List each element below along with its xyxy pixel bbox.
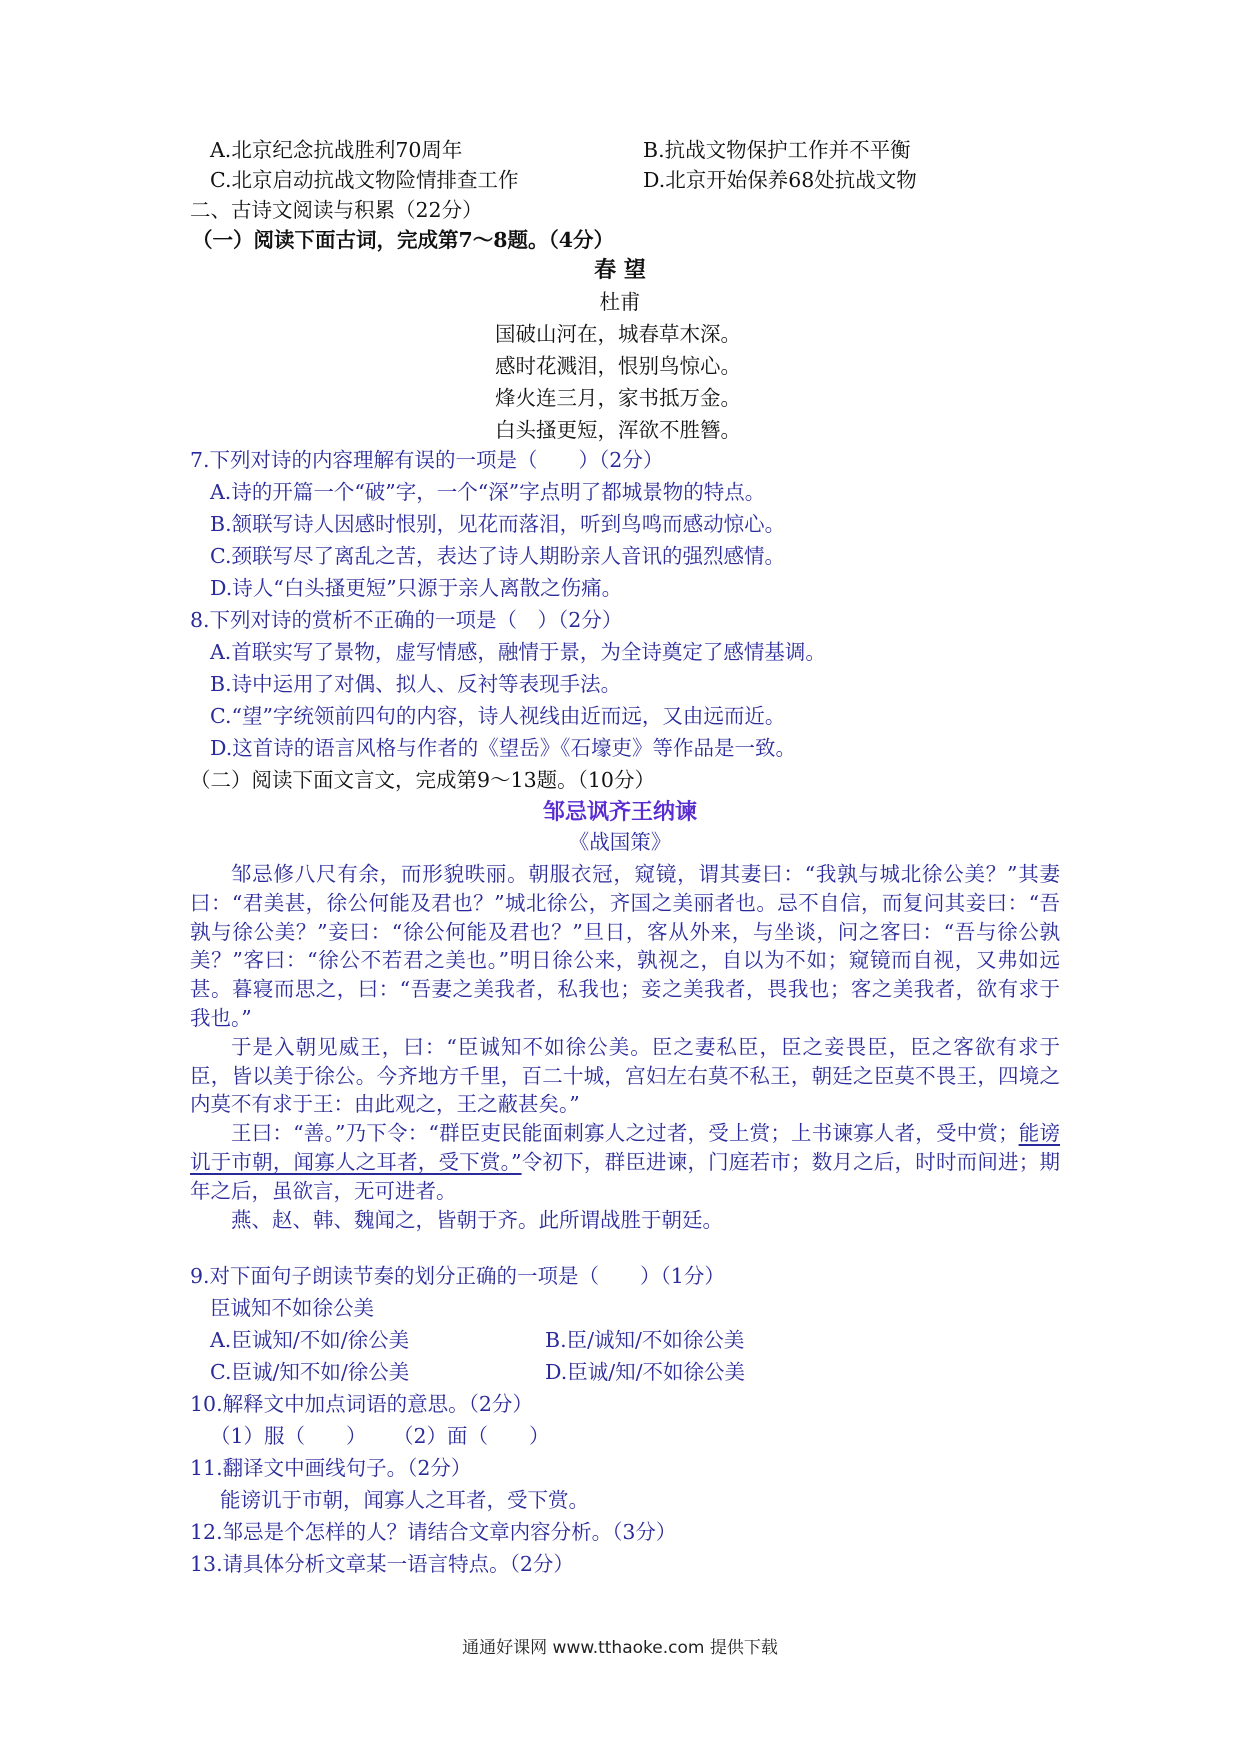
q9-option-d: D.臣诚/知/不如徐公美 xyxy=(545,1360,746,1384)
poem-line: 感时花溅泪，恨别鸟惊心。 xyxy=(495,354,741,378)
poem-line: 白头搔更短，浑欲不胜簪。 xyxy=(495,418,741,442)
section2-title: 二、古诗文阅读与积累（22分） xyxy=(190,198,483,222)
q12-stem: 12.邹忌是个怎样的人？请结合文章内容分析。（3分） xyxy=(190,1520,677,1544)
poem-title: 春 望 xyxy=(594,257,646,283)
q9-sentence: 臣诚知不如徐公美 xyxy=(210,1296,374,1320)
q6-option-a: A.北京纪念抗战胜利70周年 xyxy=(210,138,463,162)
q6-option-c: C.北京启动抗战文物险情排查工作 xyxy=(210,168,519,192)
poem-author: 杜甫 xyxy=(599,290,641,314)
q10-item-2: （2）面（ ） xyxy=(393,1424,550,1448)
q9-option-a: A.臣诚知/不如/徐公美 xyxy=(210,1328,410,1352)
prose-source: 《战国策》 xyxy=(568,830,672,854)
q8-option: A.首联实写了景物，虚写情感，融情于景，为全诗奠定了感情基调。 xyxy=(210,640,826,664)
q10-stem: 10.解释文中加点词语的意思。（2分） xyxy=(190,1392,533,1416)
prose-title: 邹忌讽齐王纳谏 xyxy=(542,799,697,825)
q10-item-1: （1）服（ ） xyxy=(210,1424,367,1448)
q9-stem: 9.对下面句子朗读节奏的划分正确的一项是（ ）（1分） xyxy=(190,1264,725,1288)
prose-paragraph xyxy=(190,1119,1060,1205)
q11-stem: 11.翻译文中画线句子。（2分） xyxy=(190,1456,472,1480)
q7-option: A.诗的开篇一个“破”字，一个“深”字点明了都城景物的特点。 xyxy=(210,480,766,504)
page-footer: 通通好课网 www.tthaoke.com 提供下载 xyxy=(462,1638,778,1658)
q9-option-c: C.臣诚/知不如/徐公美 xyxy=(210,1360,410,1384)
prose-paragraph: 邹忌修八尺有余，而形貌昳丽。朝服衣冠，窥镜，谓其妻曰：“我孰与城北徐公美？”其妻曰：“君美甚，徐公何能及君也？”城北徐公，齐国之美丽者也。忌不自信，而复问其妾曰：“吾孰与徐公美？”妾曰：“徐公何能及君也？”旦日，客从外来，与坐谈，问之客曰：“吾与徐公孰美？”客曰：“徐公不若君之美也。”明日徐公来，孰视之，自以为不如；窥镜而自视，又弗如远甚。暮寝而思之，曰：“吾妻之美我者，私我也；妾之美我者，畏我也；客之美我者，欲有求于我也。” xyxy=(190,862,1060,1030)
q7-stem: 7.下列对诗的内容理解有误的一项是（ ）（2分） xyxy=(190,448,664,472)
q7-option: B.颔联写诗人因感时恨别，见花而落泪，听到鸟鸣而感动惊心。 xyxy=(210,512,786,536)
q11-sentence: 能谤讥于市朝，闻寡人之耳者，受下赏。 xyxy=(220,1488,589,1512)
prose-paragraph: 燕、赵、韩、魏闻之，皆朝于齐。此所谓战胜于朝廷。 xyxy=(231,1207,723,1232)
part2-title: （二）阅读下面文言文，完成第9～13题。（10分） xyxy=(190,768,655,792)
q8-option: B.诗中运用了对偶、拟人、反衬等表现手法。 xyxy=(210,672,622,696)
q8-option: C.“望”字统领前四句的内容，诗人视线由近而远，又由远而近。 xyxy=(210,704,786,728)
q7-option: D.诗人“白头搔更短”只源于亲人离散之伤痛。 xyxy=(210,576,623,600)
q9-option-b: B.臣/诚知/不如徐公美 xyxy=(545,1328,745,1352)
q8-stem: 8.下列对诗的赏析不正确的一项是（ ）（2分） xyxy=(190,608,623,632)
q7-option: C.颈联写尽了离乱之苦，表达了诗人期盼亲人音讯的强烈感情。 xyxy=(210,544,785,568)
poem-line: 烽火连三月，家书抵万金。 xyxy=(495,386,741,410)
prose-paragraph: 于是入朝见威王，曰：“臣诚知不如徐公美。臣之妻私臣，臣之妾畏臣，臣之客欲有求于臣，皆以美于徐公。今齐地方千里，百二十城，宫妇左右莫不私王，朝廷之臣莫不畏王，四境之内莫不有求于王：由此观之，王之蔽甚矣。” xyxy=(190,1034,1060,1117)
prose-p3-lead: 王曰：“善。”乃下令：“群臣吏民能面刺寡人之过者，受上赏；上书谏寡人者，受中赏； xyxy=(231,1121,1019,1146)
prose-body xyxy=(190,860,1060,1234)
underlined-sentence: 能谤讥于市朝，闻寡人之耳者，受下赏。” xyxy=(190,1121,1060,1174)
q6-option-b: B.抗战文物保护工作并不平衡 xyxy=(643,138,911,162)
prose-p3-tail: 令初下，群臣进谏，门庭若市；数月之后，时时而间进；期年之后，虽欲言，无可进者。 xyxy=(190,1149,1061,1203)
q13-stem: 13.请具体分析文章某一语言特点。（2分） xyxy=(190,1552,574,1576)
q8-option: D.这首诗的语言风格与作者的《望岳》《石壕吏》等作品是一致。 xyxy=(210,736,796,760)
poem-line: 国破山河在，城春草木深。 xyxy=(495,322,741,346)
q6-option-d: D.北京开始保养68处抗战文物 xyxy=(643,168,917,192)
part1-title: （一）阅读下面古词，完成第7～8题。（4分） xyxy=(192,228,615,252)
